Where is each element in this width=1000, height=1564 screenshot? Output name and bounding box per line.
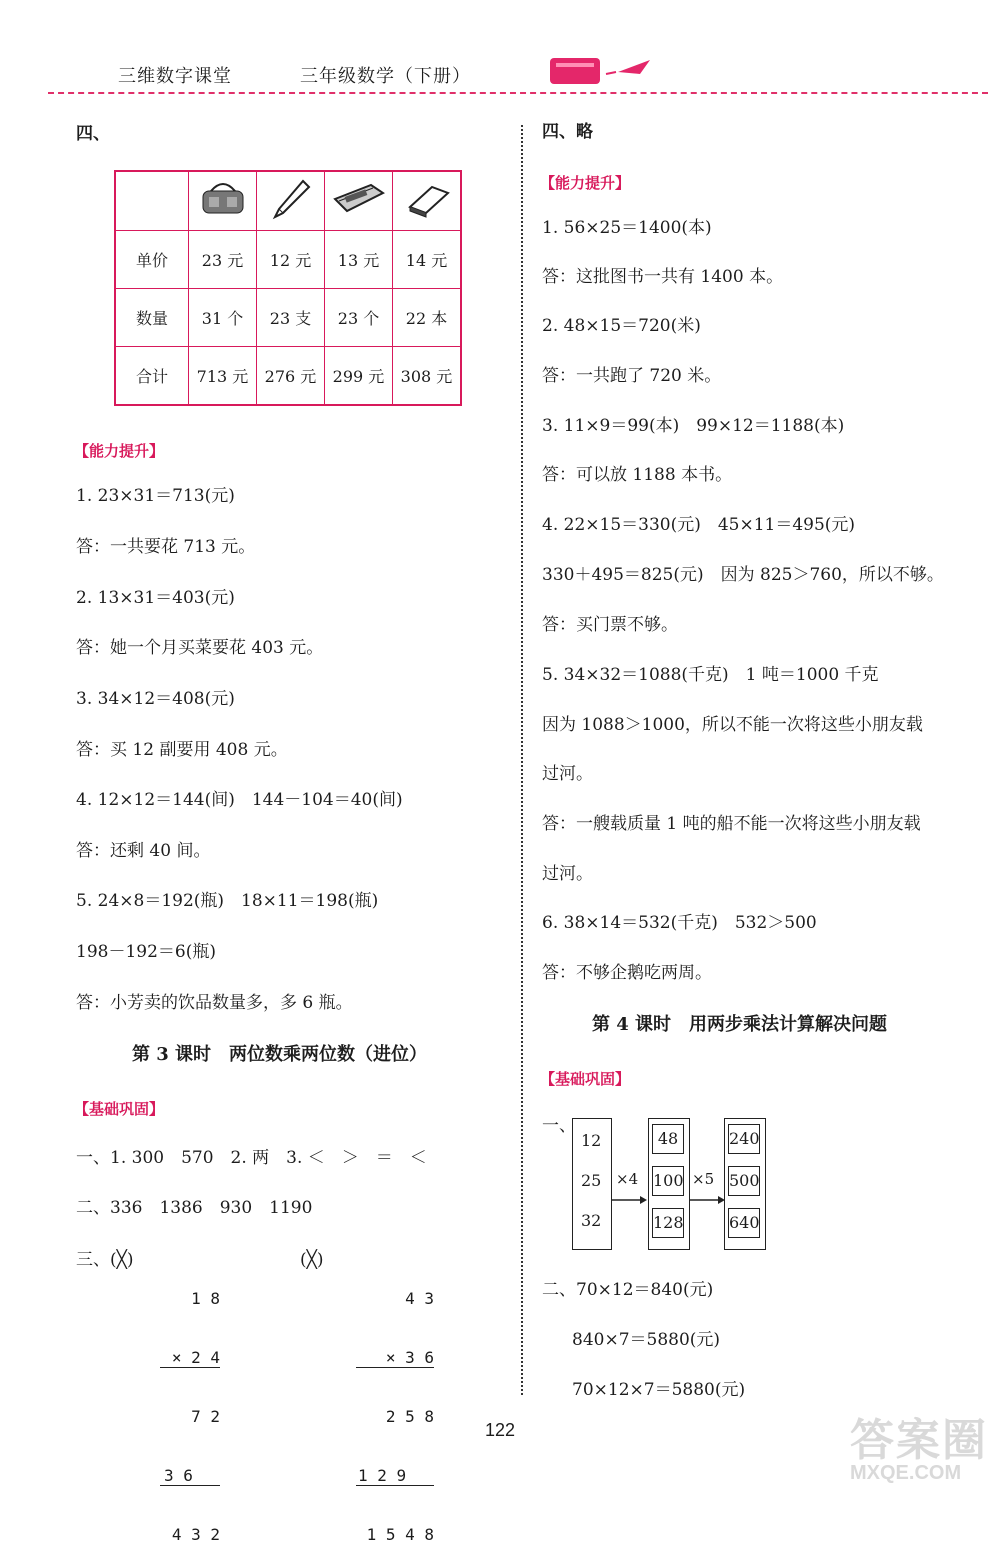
answer-line: 2. 13×31＝403(元) [76, 588, 235, 608]
section-four-heading: 四、 [76, 124, 110, 144]
answer-line: 答：一艘载质量 1 吨的船不能一次将这些小朋友载 [542, 814, 921, 834]
answer-line: 答：一共要花 713 元。 [76, 537, 256, 557]
header-divider [48, 92, 988, 94]
answer-line: 因为 1088＞1000，所以不能一次将这些小朋友载 [542, 715, 923, 735]
arrow-icon [690, 1190, 726, 1200]
table-cell: 299 元 [325, 347, 393, 406]
watermark: 答案圈 MXQE.COM [850, 1416, 988, 1484]
lesson-3-title: 第 3 课时 两位数乘两位数（进位） [132, 1044, 428, 1065]
table-cell: 713 元 [189, 347, 257, 406]
result-number: 48 [652, 1124, 684, 1154]
answer-line: 1. 56×25＝1400(本) [542, 218, 712, 238]
section-tag: 【基础巩固】 [540, 1070, 631, 1088]
section-tag: 【能力提升】 [74, 442, 165, 460]
result-number: 500 [728, 1166, 760, 1196]
diagram-label: 一、 [542, 1116, 576, 1136]
result-number: 128 [652, 1208, 684, 1238]
table-cell: 308 元 [393, 347, 462, 406]
answer-line: 答：可以放 1188 本书。 [542, 465, 733, 485]
operator-label: ×5 [692, 1170, 715, 1188]
operator-label: ×4 [616, 1170, 639, 1188]
page-number: 122 [484, 1420, 516, 1440]
notebook-icon [393, 171, 462, 231]
table-cell: 23 个 [325, 289, 393, 347]
source-number: 12 [581, 1131, 602, 1150]
header-logo [548, 54, 608, 84]
column-divider [521, 125, 523, 1395]
answer-line: 二、70×12＝840(元) [542, 1280, 714, 1300]
answer-line: 4. 22×15＝330(元) 45×11＝495(元) [542, 515, 856, 535]
answer-line: 一、1. 300 570 2. 两 3. ＜ ＞ ＝ ＜ [76, 1148, 427, 1168]
table-cell: 14 元 [393, 231, 462, 289]
price-table [114, 170, 462, 406]
answer-line: 198－192＝6(瓶) [76, 942, 216, 962]
table-cell: 22 本 [393, 289, 462, 347]
vertical-calculation: 4 3 × 3 6 2 5 8 1 2 9 1 5 4 8 [358, 1289, 434, 1544]
answer-line: 答：这批图书一共有 1400 本。 [542, 267, 784, 287]
answer-line: 二、336 1386 930 1190 [76, 1198, 313, 1218]
section-four-heading: 四、略 [542, 122, 593, 142]
answer-line: 过河。 [542, 764, 593, 784]
answer-line: 330＋495＝825(元) 因为 825＞760，所以不够。 [542, 565, 944, 585]
book-series-title: 三维数字课堂 [118, 66, 232, 87]
answer-line: 答：小芳卖的饮品数量多，多 6 瓶。 [76, 993, 353, 1013]
result-number: 100 [652, 1166, 684, 1196]
answer-line: 三、(╳) [76, 1250, 134, 1270]
table-cell: 12 元 [257, 231, 325, 289]
vertical-calculation: 1 8 × 2 4 7 2 3 6 4 3 2 [160, 1250, 220, 1564]
answer-line: 5. 24×8＝192(瓶) 18×11＝198(瓶) [76, 891, 379, 911]
source-number: 32 [581, 1211, 602, 1230]
answer-line: 3. 11×9＝99(本) 99×12＝1188(本) [542, 416, 845, 436]
answer-line: 过河。 [542, 864, 593, 884]
table-cell: 23 支 [257, 289, 325, 347]
table-cell: 276 元 [257, 347, 325, 406]
arrow-icon [612, 1190, 648, 1200]
result-number: 640 [728, 1208, 760, 1238]
row-label-quantity: 数量 [115, 289, 189, 347]
row-label-price: 单价 [115, 231, 189, 289]
answer-line: 答：她一个月买菜要花 403 元。 [76, 638, 324, 658]
table-cell: 13 元 [325, 231, 393, 289]
lesson-4-title: 第 4 课时 用两步乘法计算解决问题 [592, 1014, 888, 1035]
answer-line: 5. 34×32＝1088(千克) 1 吨＝1000 千克 [542, 665, 879, 685]
answer-line: 4. 12×12＝144(间) 144－104＝40(间) [76, 790, 403, 810]
answer-line: 6. 38×14＝532(千克) 532＞500 [542, 913, 817, 933]
result-number: 240 [728, 1124, 760, 1154]
answer-line: 840×7＝5880(元) [572, 1330, 721, 1350]
answer-line: 答：不够企鹅吃两周。 [542, 963, 712, 983]
answer-line: 1. 23×31＝713(元) [76, 486, 235, 506]
book-grade-title: 三年级数学（下册） [300, 66, 471, 87]
table-cell: 23 元 [189, 231, 257, 289]
pen-icon [257, 171, 325, 231]
pencil-case-icon [325, 171, 393, 231]
answer-line: 答：买 12 副要用 408 元。 [76, 740, 288, 760]
answer-line: 2. 48×15＝720(米) [542, 316, 701, 336]
table-cell: 31 个 [189, 289, 257, 347]
bag-icon [189, 171, 257, 231]
answer-line: 答：一共跑了 720 米。 [542, 366, 722, 386]
answer-line: 3. 34×12＝408(元) [76, 689, 235, 709]
answer-line: (╳) [300, 1250, 324, 1270]
source-number: 25 [581, 1171, 602, 1190]
answer-line: 答：还剩 40 间。 [76, 841, 211, 861]
row-label-total: 合计 [115, 347, 189, 406]
section-tag: 【基础巩固】 [74, 1100, 165, 1118]
answer-line: 答：买门票不够。 [542, 615, 678, 635]
section-tag: 【能力提升】 [540, 174, 631, 192]
answer-line: 70×12×7＝5880(元) [572, 1380, 746, 1400]
